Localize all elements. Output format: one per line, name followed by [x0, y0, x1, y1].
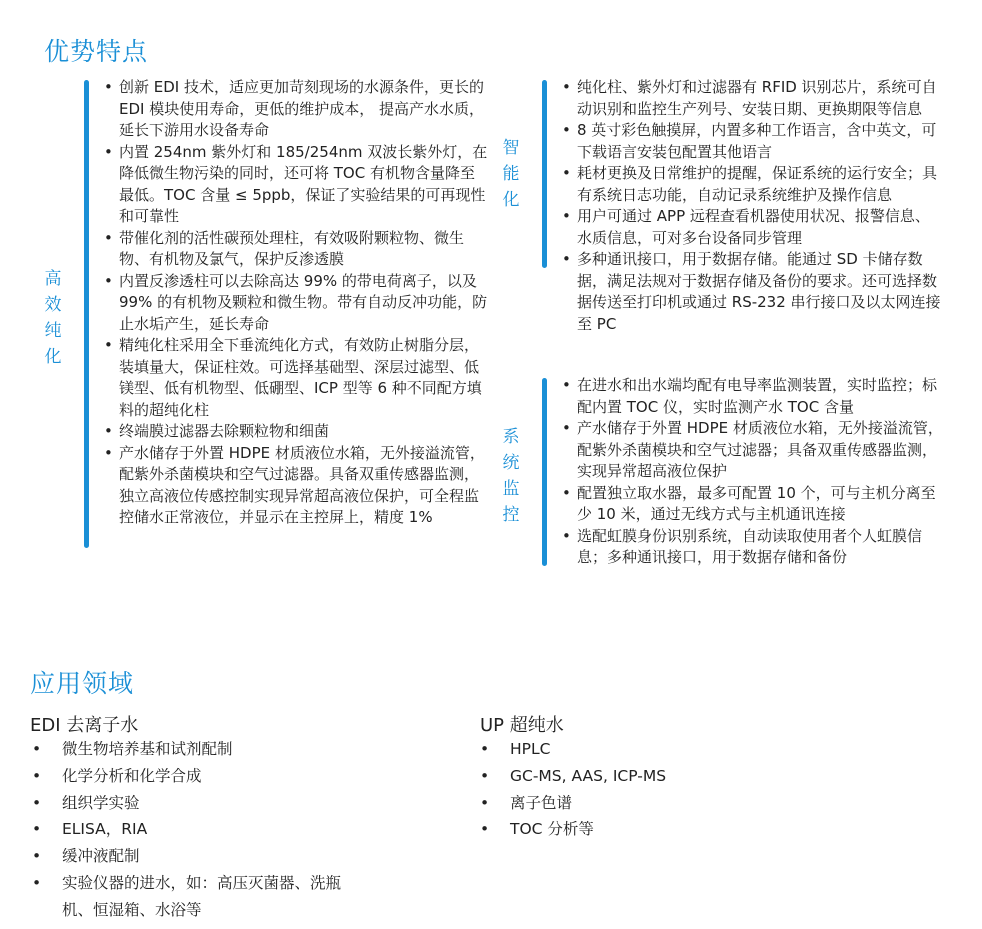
- list-item: • HPLC: [478, 736, 798, 763]
- feature-item: • 在进水和出水端均配有电导率监测装置，实时监控；标配内置 TOC 仪，实时监测产水 TOC 含量: [562, 375, 944, 418]
- list-item: • 微生物培养基和试剂配制: [30, 736, 350, 763]
- group-label-intelligent: 智能化: [502, 138, 520, 210]
- group-bar-system-monitoring: [542, 378, 547, 566]
- list-item: • GC-MS, AAS, ICP-MS: [478, 763, 798, 790]
- feature-item: • 精纯化柱采用全下垂流纯化方式，有效防止树脂分层，装填量大，保证柱效。可选择基础型、深层过滤型、低镁型、低有机物型、低硼型、ICP 型等 6 种不同配方填料的超纯化柱: [104, 335, 488, 421]
- application-list-edi: [30, 736, 350, 924]
- application-heading-edi: EDI 去离子水: [30, 715, 139, 736]
- list-item: • ELISA，RIA: [30, 816, 350, 843]
- feature-list-efficient-purification: [104, 77, 488, 529]
- list-item: • 离子色谱: [478, 790, 798, 817]
- feature-item: • 产水储存于外置 HDPE 材质液位水箱，无外接溢流管，配紫外杀菌模块和空气过滤器。具备双重传感器监测，独立高液位传感控制实现异常超高液位保护，可全程监控储水正常液位，并显示在主控屏上，精度 1%: [104, 443, 488, 529]
- group-bar-intelligent: [542, 80, 547, 268]
- feature-list-intelligent: [562, 77, 944, 335]
- feature-item: • 终端膜过滤器去除颗粒物和细菌: [104, 421, 488, 443]
- application-list-up: [478, 736, 798, 843]
- list-item: • 化学分析和化学合成: [30, 763, 350, 790]
- feature-item: • 用户可通过 APP 远程查看机器使用状况、报警信息、水质信息，可对多台设备同步管理: [562, 206, 944, 249]
- list-item: • 组织学实验: [30, 790, 350, 817]
- application-heading-up: UP 超纯水: [480, 715, 564, 736]
- feature-item: • 多种通讯接口，用于数据存储。能通过 SD 卡储存数据，满足法规对于数据存储及备份的要求。还可选择数据传送至打印机或通过 RS-232 串行接口及以太网连接至 PC: [562, 249, 944, 335]
- feature-item: • 选配虹膜身份识别系统，自动读取使用者个人虹膜信息；多种通讯接口，用于数据存储和备份: [562, 526, 944, 569]
- applications-title: 应用领域: [30, 669, 135, 698]
- group-label-system-monitoring: 系统监控: [502, 427, 520, 525]
- feature-item: • 产水储存于外置 HDPE 材质液位水箱，无外接溢流管，配紫外杀菌模块和空气过滤器；具备双重传感器监测，实现异常超高液位保护: [562, 418, 944, 483]
- list-item: • 缓冲液配制: [30, 843, 350, 870]
- feature-item: • 配置独立取水器，最多可配置 10 个，可与主机分离至少 10 米，通过无线方式与主机通讯连接: [562, 483, 944, 526]
- feature-item: • 带催化剂的活性碳预处理柱，有效吸附颗粒物、微生物、有机物及氯气，保护反渗透膜: [104, 228, 488, 271]
- advantages-title: 优势特点: [44, 37, 149, 66]
- feature-list-system-monitoring: [562, 375, 944, 569]
- feature-item: • 耗材更换及日常维护的提醒，保证系统的运行安全；具有系统日志功能，自动记录系统维护及操作信息: [562, 163, 944, 206]
- feature-item: • 创新 EDI 技术，适应更加苛刻现场的水源条件，更长的 EDI 模块使用寿命，更低的维护成本， 提高产水水质， 延长下游用水设备寿命: [104, 77, 488, 142]
- feature-item: • 8 英寸彩色触摸屏，内置多种工作语言，含中英文，可下载语言安装包配置其他语言: [562, 120, 944, 163]
- list-item: • 实验仪器的进水，如：高压灭菌器、洗瓶机、恒湿箱、水浴等: [30, 870, 350, 924]
- feature-item: • 内置反渗透柱可以去除高达 99% 的带电荷离子，以及 99% 的有机物及颗粒和微生物。带有自动反冲功能，防止水垢产生，延长寿命: [104, 271, 488, 336]
- feature-item: • 纯化柱、紫外灯和过滤器有 RFID 识别芯片，系统可自动识别和监控生产列号、安装日期、更换期限等信息: [562, 77, 944, 120]
- list-item: • TOC 分析等: [478, 816, 798, 843]
- group-label-efficient-purification: 高效纯化: [44, 269, 62, 367]
- feature-item: • 内置 254nm 紫外灯和 185/254nm 双波长紫外灯，在降低微生物污染的同时，还可将 TOC 有机物含量降至最低。TOC 含量 ≤ 5ppb，保证了实验结果的可再现性和可靠性: [104, 142, 488, 228]
- group-bar-efficient-purification: [84, 80, 89, 548]
